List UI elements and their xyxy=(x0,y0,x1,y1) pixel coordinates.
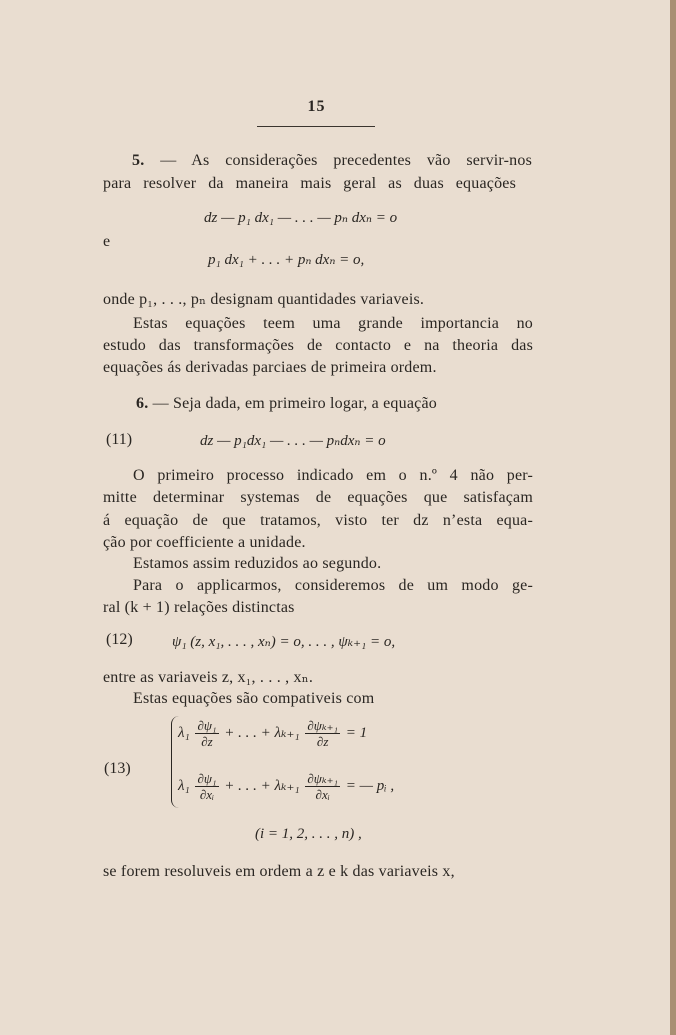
section6-para1-line3: á equação de que tratamos, visto ter dz n’esta equa- xyxy=(103,512,533,529)
section5-para2-line2: estudo das transformações de contacto e na theoria das xyxy=(103,337,533,354)
eq13-row2-frac2-den: ∂xᵢ xyxy=(315,787,330,802)
equation-11: dz — p₁dx₁ — . . . — pₙdxₙ = o xyxy=(200,433,386,449)
eq13-row1-frac2 xyxy=(305,718,340,749)
section5-number: 5. xyxy=(132,152,145,169)
section6-entre-line: entre as variaveis z, x₁, . . . , xₙ. xyxy=(103,669,314,686)
header-rule xyxy=(257,126,375,127)
eq13-row2-mid: + . . . + λₖ₊₁ xyxy=(224,777,300,794)
section6-line1-text: — Seja dada, em primeiro logar, a equação xyxy=(152,395,437,412)
eq13-label: (13) xyxy=(104,760,131,777)
eq13-range: (i = 1, 2, . . . , n) , xyxy=(255,826,362,842)
eq13-row2-rhs: = — pᵢ , xyxy=(345,777,395,794)
eq13-row1-lambda: λ₁ xyxy=(178,724,190,741)
eq11-label: (11) xyxy=(106,431,133,448)
eq13-row2-frac2-num: ∂ψₖ₊₁ xyxy=(307,771,338,786)
eq13-row2 xyxy=(178,771,394,802)
page-number: 15 xyxy=(307,98,326,115)
section5-line3: onde p₁, . . ., pₙ designam quantidades variaveis. xyxy=(103,291,425,308)
eq13-row2-frac1 xyxy=(195,771,218,802)
eq13-row1-rhs: = 1 xyxy=(345,724,368,741)
eq13-row1-frac1 xyxy=(195,718,218,749)
section6-line1 xyxy=(136,393,437,414)
section6-para3-line2: ral (k + 1) relações distinctas xyxy=(103,599,295,616)
equation-pdx: p₁ dx₁ + . . . + pₙ dxₙ = o, xyxy=(208,252,365,268)
section6-para2: Estamos assim reduzidos ao segundo. xyxy=(133,555,382,572)
section6-para1-line1: O primeiro processo indicado em o n.º 4 não per- xyxy=(133,467,533,484)
section6-para3-line1: Para o applicarmos, consideremos de um modo ge- xyxy=(133,577,533,594)
eq13-row1 xyxy=(178,718,367,749)
eq13-row2-frac2 xyxy=(305,771,340,802)
eq13-row1-frac2-den: ∂z xyxy=(316,734,329,749)
eq13-row1-frac1-num: ∂ψ₁ xyxy=(197,718,217,733)
conjunction-e: e xyxy=(103,233,111,250)
eq12-label: (12) xyxy=(106,631,133,648)
equation-12: ψ₁ (z, x₁, . . . , xₙ) = o, . . . , ψₖ₊₁ = o, xyxy=(172,634,396,650)
section6-para1-line4: ção por coefficiente a unidade. xyxy=(103,534,306,551)
eq13-row1-frac2-num: ∂ψₖ₊₁ xyxy=(307,718,338,733)
eq13-row1-frac1-den: ∂z xyxy=(201,734,213,749)
eq13-row1-mid: + . . . + λₖ₊₁ xyxy=(224,724,300,741)
section5-line1 xyxy=(132,150,532,171)
section6-compat-line: Estas equações são compativeis com xyxy=(133,690,375,707)
section5-line2: para resolver da maneira mais geral as duas equações xyxy=(103,175,516,192)
section5-para2-line3: equações ás derivadas parciaes de primeira ordem. xyxy=(103,359,437,376)
section6-last-line: se forem resoluveis em ordem a z e k das variaveis x, xyxy=(103,863,455,880)
eq13-row2-frac1-num: ∂ψ₁ xyxy=(197,771,217,786)
equation-dz: dz — p₁ dx₁ — . . . — pₙ dxₙ = o xyxy=(204,210,398,226)
section5-line1-text: — As considerações precedentes vão servir-nos xyxy=(160,152,532,169)
section5-para2-line1: Estas equações teem uma grande importancia no xyxy=(133,315,533,332)
section6-para1-line2: mitte determinar systemas de equações que satisfaçam xyxy=(103,489,533,506)
section6-number: 6. xyxy=(136,395,149,412)
eq13-row2-lambda: λ₁ xyxy=(178,777,190,794)
eq13-row2-frac1-den: ∂xᵢ xyxy=(199,787,215,802)
